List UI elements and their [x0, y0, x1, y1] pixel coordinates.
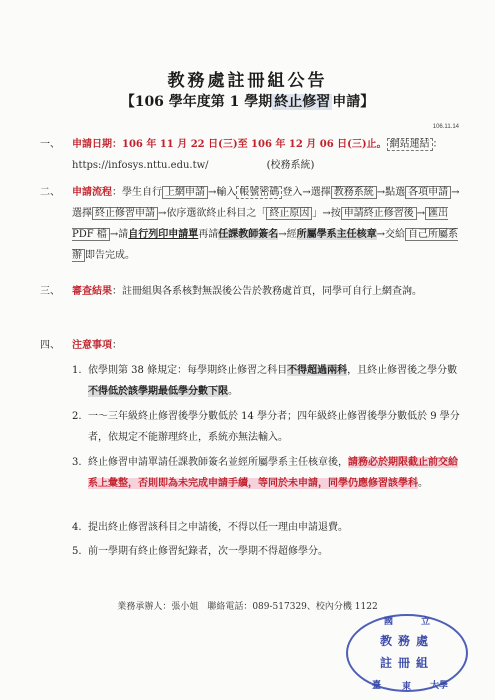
section-application-date: 一、 申請日期：106 年 11 月 22 日(三)至 106 年 12 月 06 日(三)止。 網站連結 ： https://infosys.nttu.edu.tw/ (校務系統)	[40, 134, 460, 176]
section-notes: 四、 注意事項：	[40, 335, 460, 356]
step-teacher-signature: 任課教師簽名	[218, 229, 279, 240]
section-application-process: 二、 申請流程：學生自行 上網申請 →輸入 帳號密碼 登入→選擇 教務系統 →點選 各項申請 →選擇 終止修習申請 →依序選欲終止科目之「 終止原因 」→按 申請終止修習後 → 匯出 PDF 檔 →請自行列印申請單再請任課教師簽名→經所屬學系主任核章→交給 自己所屬系辦 即告完成。	[40, 182, 460, 266]
contact-footer: 業務承辦人：張小姐 聯絡電話：089-517329、校內分機 1122	[117, 602, 378, 612]
step-withdraw-application: 終止修習申請	[92, 207, 158, 220]
section-number: 三、	[40, 286, 60, 297]
step-print-form: 自行列印申請單	[128, 229, 199, 240]
note-item: 4. 提出終止修習該科目之申請後，不得以任一理由申請退費。	[72, 522, 348, 533]
section-label: 注意事項	[72, 340, 112, 351]
publish-date: 106.11.14	[432, 124, 459, 130]
subtitle-prefix: 【106 學年度第 1 學期	[120, 94, 273, 110]
note-item: 5. 前一學期有終止修習紀錄者，次一學期不得超修學分。	[72, 546, 328, 557]
step-export-pdf: 匯出 PDF 檔	[72, 208, 449, 240]
application-dates: 106 年 11 月 22 日(三)至 106 年 12 月 06 日(三)止	[122, 139, 377, 150]
note-highlight: 不得超過兩科	[287, 365, 348, 376]
step-chair-approval: 所屬學系主任核章	[296, 229, 377, 240]
subtitle-highlight: 終止修習	[274, 94, 331, 110]
section-label: 審查結果	[72, 286, 112, 297]
system-name: (校務系統)	[266, 160, 315, 171]
section-label: 申請流程	[72, 187, 112, 198]
section-number: 一、	[40, 139, 60, 150]
system-url-link[interactable]: https://infosys.nttu.edu.tw/	[72, 160, 209, 171]
note-highlight: 不得低於該學期最低學分數下限	[88, 386, 228, 397]
step-department-office: 自己所屬系辦	[72, 229, 459, 261]
step-applications: 各項申請	[405, 186, 451, 199]
note-item: 2. 一～三年級終止修習後學分數低於 14 學分者；四年級終止修習後學分數低於 9 學分者，依規定不能辦理終止，系統亦無法輸入。	[72, 411, 460, 443]
step-online-apply: 上網申請	[162, 186, 208, 199]
note-warning: 請務必於期限截止前交給系上彙整，否則即為未完成申請手續，等同於未申請，同學仍應修習該學科	[88, 457, 458, 489]
section-label: 申請日期：	[72, 139, 122, 150]
section-number: 二、	[40, 187, 60, 198]
step-submit-withdraw: 申請終止修習後	[341, 207, 417, 220]
step-withdraw-reason: 終止原因	[266, 207, 312, 220]
page-subtitle	[0, 91, 495, 111]
step-academic-system: 教務系統	[331, 186, 377, 199]
section-number: 四、	[40, 340, 60, 351]
subtitle-suffix: 申請】	[332, 94, 375, 110]
note-item: 1. 依學則第 38 條規定：每學期終止修習之科目不得超過兩科，且終止修習後之學分數不得低於該學期最低學分數下限。	[72, 365, 458, 397]
step-account-password: 帳號密碼	[236, 186, 282, 199]
section-review-result: 三、 審查結果：註冊組與各系核對無誤後公告於教務處首頁，同學可自行上網查詢。	[40, 281, 460, 302]
page-title: 教務處註冊組公告	[167, 71, 328, 91]
note-item: 3. 終止修習申請單請任課教師簽名並經所屬學系主任核章後，請務必於期限截止前交給系上彙整，否則即為未完成申請手續，等同於未申請，同學仍應修習該學科。	[72, 457, 458, 489]
office-seal: 國 立 教務處 註冊組 臺 東 大學	[346, 614, 468, 692]
website-link-box: 網站連結	[387, 138, 433, 151]
